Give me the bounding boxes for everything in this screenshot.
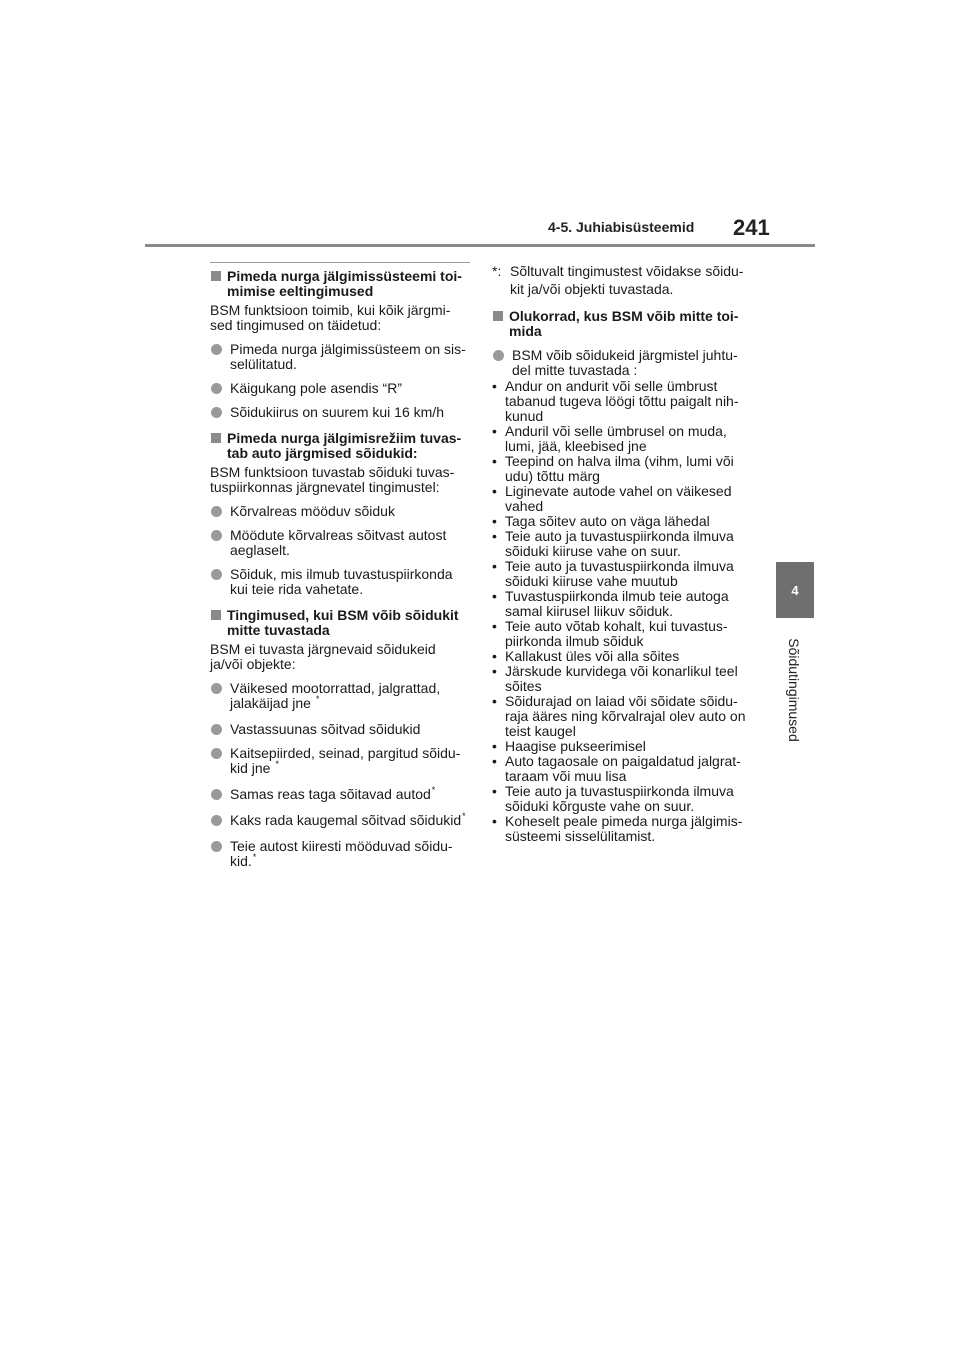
bullet-dot-icon <box>211 724 222 735</box>
list-item-text: Samas reas taga sõitavad autod <box>230 786 431 802</box>
list-item-text: Järskude kurvidega või konarlikul teel sõites <box>505 663 738 694</box>
paragraph: BSM funktsioon toimib, kui kõik järgmi- sed tingimused on täidetud: <box>210 302 451 333</box>
list-item <box>492 348 754 378</box>
list-item <box>492 529 754 559</box>
chapter-title-vertical: Sõidutingimused <box>786 638 802 742</box>
list-item-text: Sõiduk, mis ilmub tuvastuspiirkonda kui teie rida vahetate. <box>230 566 453 597</box>
list-item <box>210 405 470 420</box>
heading-text: Olukorrad, kus BSM võib mitte toi- mida <box>509 308 739 339</box>
bullet-dot-icon <box>211 683 222 694</box>
bullet-dot-icon <box>211 530 222 541</box>
footnote-text: Sõltuvalt tingimustest võidakse sõidu- kit ja/või objekti tuvastada. <box>510 263 744 297</box>
heading-text: Pimeda nurga jälgimisrežiim tuvas- tab auto järgmised sõidukid: <box>227 430 462 461</box>
bullet-symbol: • <box>492 663 497 679</box>
bullet-symbol: • <box>492 528 497 544</box>
list-item <box>492 694 754 739</box>
list-item <box>210 787 470 804</box>
list-item <box>492 664 754 694</box>
bullet-symbol: • <box>492 453 497 469</box>
bullet-dot-icon <box>211 344 222 355</box>
bullet-symbol: • <box>492 513 497 529</box>
bullet-symbol: • <box>492 813 497 829</box>
list-item <box>492 514 754 529</box>
bullet-symbol: • <box>492 558 497 574</box>
footnote-marker: * <box>252 852 257 862</box>
list-item-text: Teie auto ja tuvastuspiirkonda ilmuva sõiduki kõrguste vahe on suur. <box>505 783 734 814</box>
bullet-dot-icon <box>211 789 222 800</box>
section-heading <box>210 269 470 299</box>
list-item-text: Kallakust üles või alla sõites <box>505 648 680 664</box>
list-item-text: Väikesed mootorrattad, jalgrattad, jalakäijad jne <box>230 680 441 711</box>
chapter-number: 4 <box>791 582 799 598</box>
list-item <box>210 813 470 830</box>
bullet-symbol: • <box>492 378 497 394</box>
bullet-symbol: • <box>492 753 497 769</box>
list-item-text: Teie auto ja tuvastuspiirkonda ilmuva sõiduki kiiruse vahe on suur. <box>505 528 734 559</box>
bullet-symbol: • <box>492 783 497 799</box>
list-item <box>492 739 754 754</box>
page-number: 241 <box>733 215 770 240</box>
bullet-symbol: • <box>492 423 497 439</box>
list-item-text: Vastassuunas sõitvad sõidukid <box>230 721 421 737</box>
list-item <box>492 424 754 454</box>
heading-square-icon <box>493 311 503 321</box>
list-item <box>210 722 470 737</box>
right-column <box>492 262 754 844</box>
list-item-text: Sõidurajad on laiad või sõidate sõidu- raja ääres ning kõrvalrajal olev auto on teist kaugel <box>505 693 746 739</box>
list-item-text: Teie auto võtab kohalt, kui tuvastus- piirkonda ilmub sõiduk <box>505 618 728 649</box>
list-item-text: Möödute kõrvalreas sõitvast autost aeglaselt. <box>230 527 447 558</box>
heading-square-icon <box>211 433 221 443</box>
bullet-symbol: • <box>492 483 497 499</box>
footnote-mark: *: <box>492 263 502 279</box>
list-item-text: BSM võib sõidukeid järgmistel juhtu- del mitte tuvastada : <box>512 347 738 378</box>
list-item <box>210 528 470 558</box>
bullet-dot-icon <box>211 748 222 759</box>
heading-square-icon <box>211 610 221 620</box>
list-item <box>492 484 754 514</box>
list-item <box>210 381 470 396</box>
bullet-dot-icon <box>211 815 222 826</box>
list-item <box>210 681 470 713</box>
list-item <box>210 839 470 871</box>
list-item <box>492 559 754 589</box>
footnote-marker: * <box>431 785 436 795</box>
list-item <box>492 814 754 844</box>
bullet-symbol: • <box>492 648 497 664</box>
list-item-text: Teie auto ja tuvastuspiirkonda ilmuva sõiduki kiiruse vahe muutub <box>505 558 734 589</box>
bullet-symbol: • <box>492 618 497 634</box>
heading-square-icon <box>211 271 221 281</box>
list-item-text: Käigukang pole asendis “R” <box>230 380 402 396</box>
list-item <box>210 342 470 372</box>
section-heading <box>210 608 470 638</box>
list-item-text: Liginevate autode vahel on väikesed vahed <box>505 483 732 514</box>
footnote <box>492 262 754 298</box>
list-item <box>492 589 754 619</box>
dash-list <box>492 379 754 844</box>
list-item <box>492 754 754 784</box>
list-item <box>492 619 754 649</box>
list-item <box>492 454 754 484</box>
list-item-text: Kaitsepiirded, seinad, pargitud sõidu- kid jne <box>230 745 461 776</box>
list-item <box>210 746 470 778</box>
list-item-text: Teepind on halva ilma (vihm, lumi või udu) tõttu märg <box>505 453 734 484</box>
list-item-text: Teie autost kiiresti mööduvad sõidu- kid. <box>230 838 453 869</box>
bullet-symbol: • <box>492 738 497 754</box>
bullet-dot-icon <box>493 350 504 361</box>
paragraph: BSM funktsioon tuvastab sõiduki tuvas- tuspiirkonnas järgnevatel tingimustel: <box>210 464 455 495</box>
list-item-text: Auto tagaosale on paigaldatud jalgrat- taraam või muu lisa <box>505 753 741 784</box>
list-item-text: Koheselt peale pimeda nurga jälgimis- süsteemi sisselülitamist. <box>505 813 743 844</box>
section-heading <box>210 431 470 461</box>
list-item <box>492 379 754 424</box>
list-item-text: Andur on andurit või selle ümbrust tabanud tugeva löögi tõttu paigalt nih- kunud <box>505 378 739 424</box>
list-item-text: Sõidukiirus on suurem kui 16 km/h <box>230 404 444 420</box>
list-item-text: Tuvastuspiirkonda ilmub teie autoga samal kiirusel liikuv sõiduk. <box>505 588 729 619</box>
bullet-dot-icon <box>211 841 222 852</box>
section-title: 4-5. Juhiabisüsteemid <box>548 219 695 235</box>
list-item-text: Haagise pukseerimisel <box>505 738 646 754</box>
list-item-text: Kaks rada kaugemal sõitvad sõidukid <box>230 812 462 828</box>
chapter-tab <box>776 562 814 618</box>
heading-text: Tingimused, kui BSM võib sõidukit mitte tuvastada <box>227 607 459 638</box>
bullet-symbol: • <box>492 588 497 604</box>
footnote-marker: * <box>315 694 320 704</box>
list-item <box>492 784 754 814</box>
list-item-text: Kõrvalreas mööduv sõiduk <box>230 503 395 519</box>
list-item-text: Anduril või selle ümbrusel on muda, lumi, jää, kleebised jne <box>505 423 727 454</box>
left-column <box>210 262 470 871</box>
bullet-dot-icon <box>211 506 222 517</box>
bullet-dot-icon <box>211 569 222 580</box>
bullet-dot-icon <box>211 383 222 394</box>
bullet-dot-icon <box>211 407 222 418</box>
bullet-symbol: • <box>492 693 497 709</box>
left-column-rule <box>210 262 470 263</box>
footnote-marker: * <box>275 759 279 769</box>
list-item <box>492 649 754 664</box>
section-heading <box>492 309 754 339</box>
heading-text: Pimeda nurga jälgimissüsteemi toi- mimise eeltingimused <box>227 268 462 299</box>
list-item-text: Pimeda nurga jälgimissüsteem on sis- selülitatud. <box>230 341 466 372</box>
list-item <box>210 567 470 597</box>
footnote-marker: * <box>462 811 466 821</box>
list-item <box>210 504 470 519</box>
list-item-text: Taga sõitev auto on väga lähedal <box>505 513 710 529</box>
header-rule <box>145 244 815 247</box>
paragraph: BSM ei tuvasta järgnevaid sõidukeid ja/või objekte: <box>210 641 436 672</box>
